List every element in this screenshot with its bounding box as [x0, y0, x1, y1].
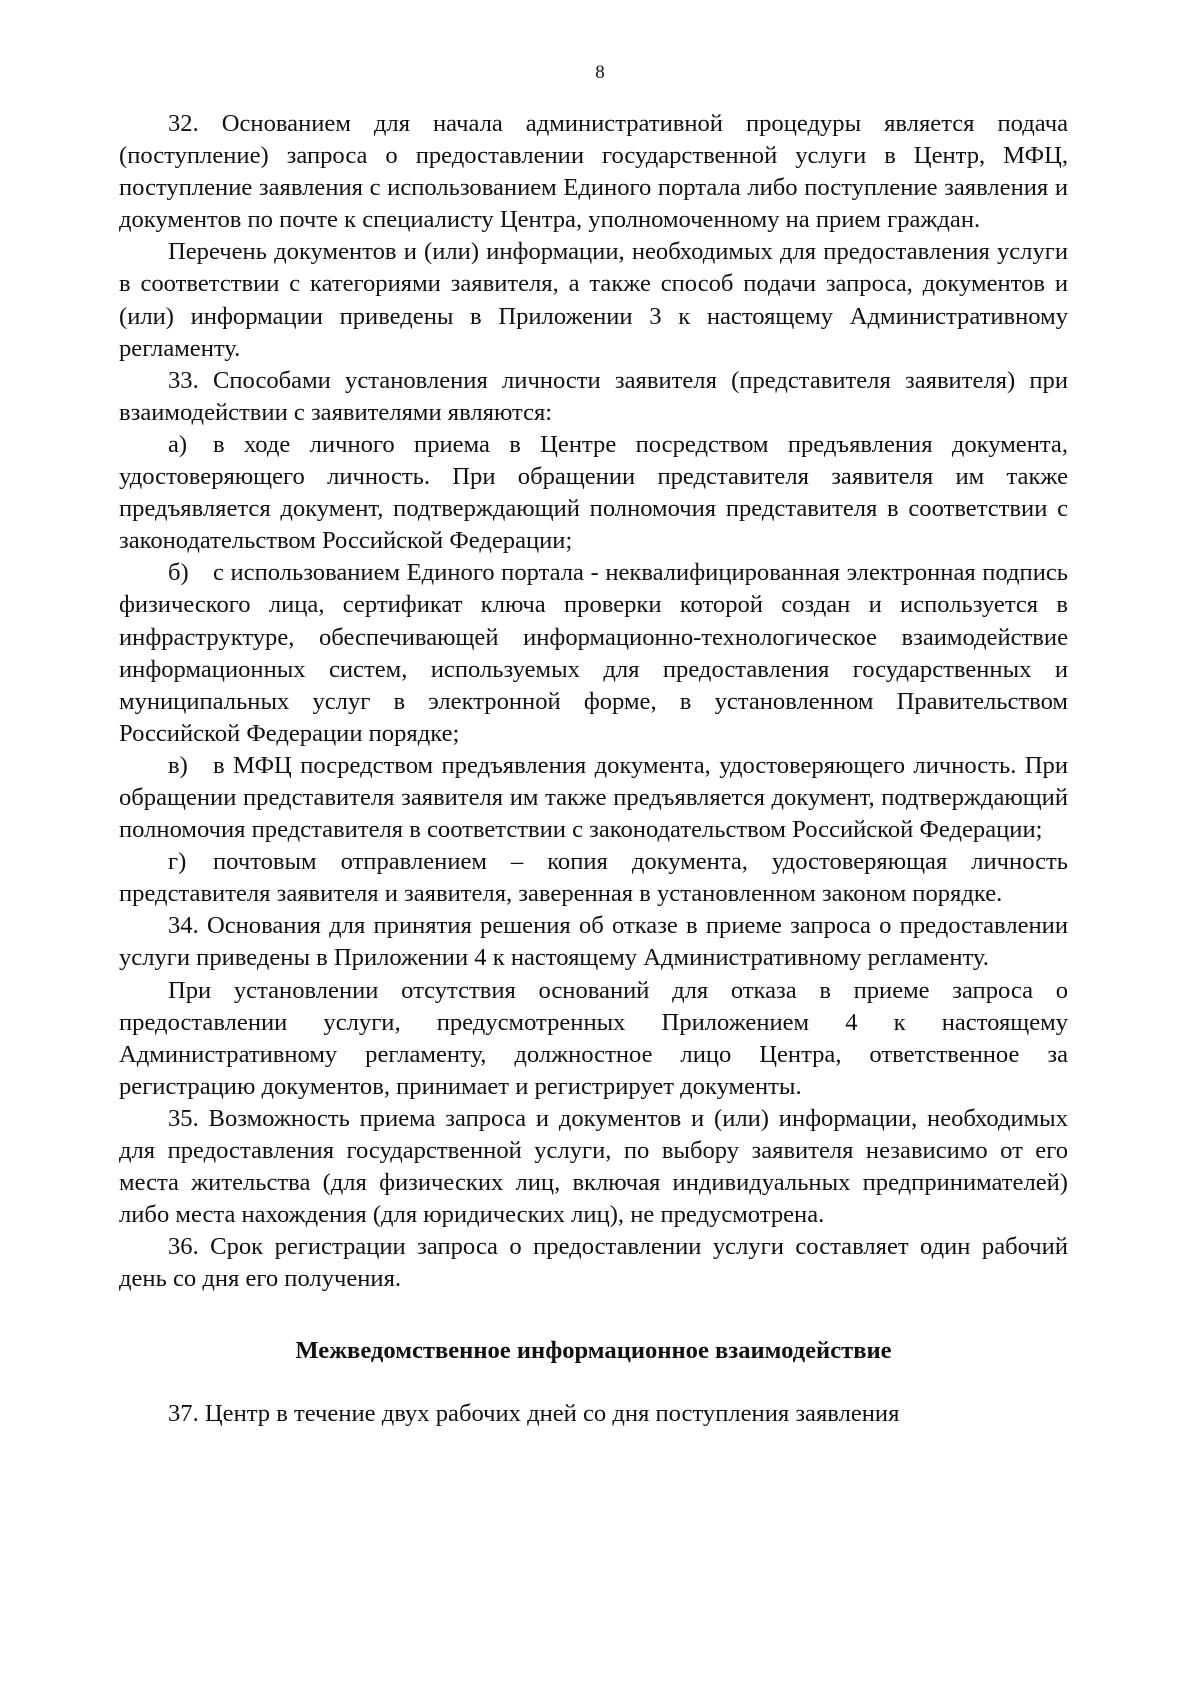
paragraph-32: 32. Основанием для начала административной процедуры является подача (поступление) запроса о предоставлении государственной услуги в Центр, МФЦ, поступление заявления с использованием Единого портала либо поступление заявления и документов по почте к специалисту Центра, уполномоченному на прием граждан. [119, 110, 1068, 234]
list-item-a-text: в ходе личного приема в Центре посредством предъявления документа, удостоверяющего личность. При обращении представителя заявителя им также предъявляется документ, подтверждающий полномочия представителя в соответствии с законодательством Российской Федерации; [119, 430, 1068, 555]
list-marker-g: г) [168, 848, 187, 876]
page-number: 8 [595, 62, 605, 83]
list-item-g [119, 846, 1068, 910]
paragraph-documents-list: Перечень документов и (или) информации, необходимых для предоставления услуги в соответствии с категориями заявителя, а также способ подачи запроса, документов и (или) информации приведены в Приложении 3 к настоящему Административному регламенту. [119, 238, 1068, 362]
paragraph-34: 34. Основания для принятия решения об отказе в приеме запроса о предоставлении услуги приведены в Приложении 4 к настоящему Административному регламенту. [119, 912, 1068, 972]
list-item-b-text: с использованием Единого портала - неквалифицированная электронная подпись физического лица, сертификат ключа проверки которой создан и используется в инфраструктуре, обеспечивающей информационно-технологическое взаимодействие информационных систем, используемых для предоставления государственных и муниципальных услуг в электронной форме, в установленном Правительством Российской Федерации порядке; [119, 559, 1068, 747]
list-marker-v: в) [168, 751, 188, 779]
paragraph-35: 35. Возможность приема запроса и документов и (или) информации, необходимых для предоставления государственной услуги, по выбору заявителя независимо от его места жительства (для физических лиц, включая индивидуальных предпринимателей) либо места нахождения (для юридических лиц), не предусмотрена. [119, 1104, 1068, 1229]
paragraph-36: 36. Срок регистрации запроса о предоставлении услуги составляет один рабочий день со дня его получения. [119, 1233, 1068, 1293]
list-marker-a: а) [168, 430, 188, 458]
list-item-g-text: почтовым отправлением – копия документа, удостоверяющая личность представителя заявителя и заявителя, заверенная в установленном законом порядке. [119, 848, 1068, 908]
document-body [119, 108, 1068, 1430]
paragraph-37: 37. Центр в течение двух рабочих дней со дня поступления заявления [168, 1399, 900, 1427]
list-item-a [119, 429, 1068, 557]
list-marker-b: б) [168, 559, 189, 587]
paragraph-no-grounds: При установлении отсутствия оснований для отказа в приеме запроса о предоставлении услуги, предусмотренных Приложением 4 к настоящему Административному регламенту, должностное лицо Центра, ответственное за регистрацию документов, принимает и регистрирует документы. [119, 976, 1068, 1100]
list-item-v-text: в МФЦ посредством предъявления документа, удостоверяющего личность. При обращении представителя заявителя им также предъявляется документ, подтверждающий полномочия представителя в соответствии с законодательством Российской Федерации; [119, 751, 1068, 844]
list-item-v [119, 750, 1068, 846]
section-heading: Межведомственное информационное взаимодействие [295, 1337, 892, 1365]
list-item-b [119, 557, 1068, 750]
paragraph-33: 33. Способами установления личности заявителя (представителя заявителя) при взаимодействии с заявителями являются: [119, 366, 1068, 426]
